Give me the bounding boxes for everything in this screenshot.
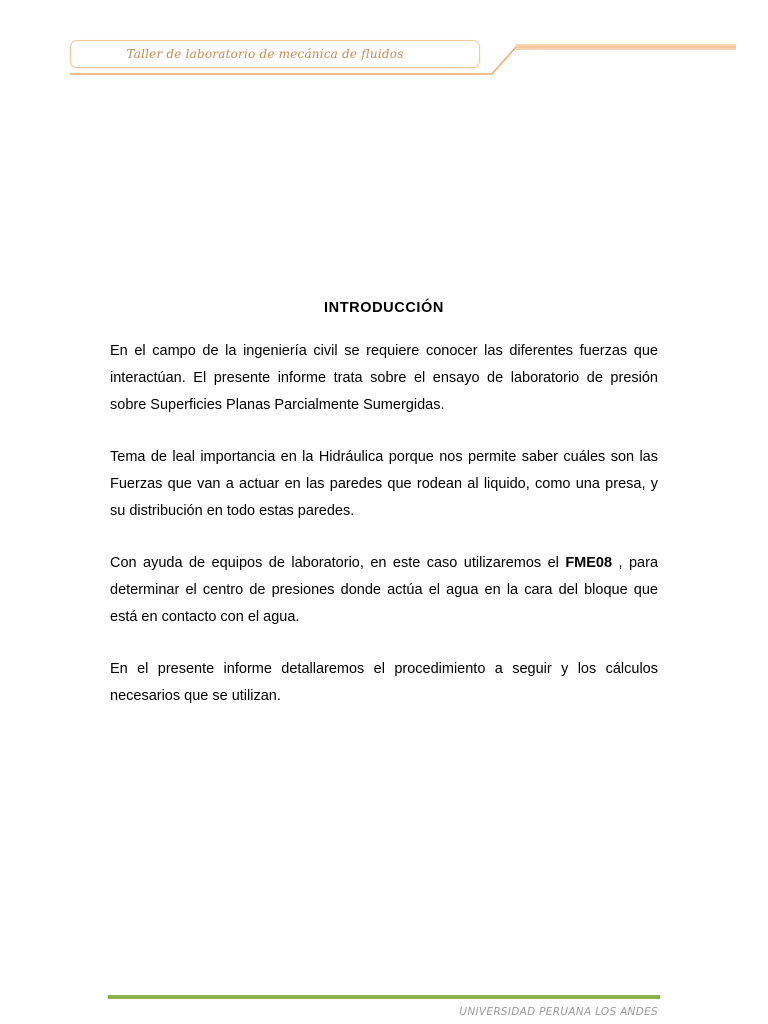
section-title: INTRODUCCIÓN: [324, 300, 444, 316]
document-body: [110, 300, 658, 735]
header-title: Taller de laboratorio de mecánica de fluidos: [126, 47, 404, 61]
footer-university: UNIVERSIDAD PERUANA LOS ANDES: [459, 1006, 658, 1018]
paragraph-1: En el campo de la ingeniería civil se requiere conocer las diferentes fuerzas que interactúan. El presente informe trata sobre el ensayo de laboratorio de presión sobre Superficies Planas Parcialmente Sumergidas.: [110, 343, 658, 413]
paragraph-3: [110, 550, 658, 631]
footer-divider: [108, 995, 660, 999]
paragraph-2: Tema de leal importancia en la Hidráulica porque nos permite saber cuáles son las Fuerzas que van a actuar en las paredes que rodean al liquido, como una presa, y su distribución en todo estas paredes.: [110, 449, 658, 519]
paragraph-3-after: , para determinar el centro de presiones donde actúa el agua en la cara del bloque que está en contacto con el agua.: [110, 555, 659, 625]
equipment-code: FME08: [565, 555, 613, 571]
paragraph-3-before: Con ayuda de equipos de laboratorio, en este caso utilizaremos el: [110, 555, 566, 571]
paragraph-4: En el presente informe detallaremos el procedimiento a seguir y los cálculos necesarios que se utilizan.: [110, 661, 658, 704]
running-header: [70, 40, 480, 68]
